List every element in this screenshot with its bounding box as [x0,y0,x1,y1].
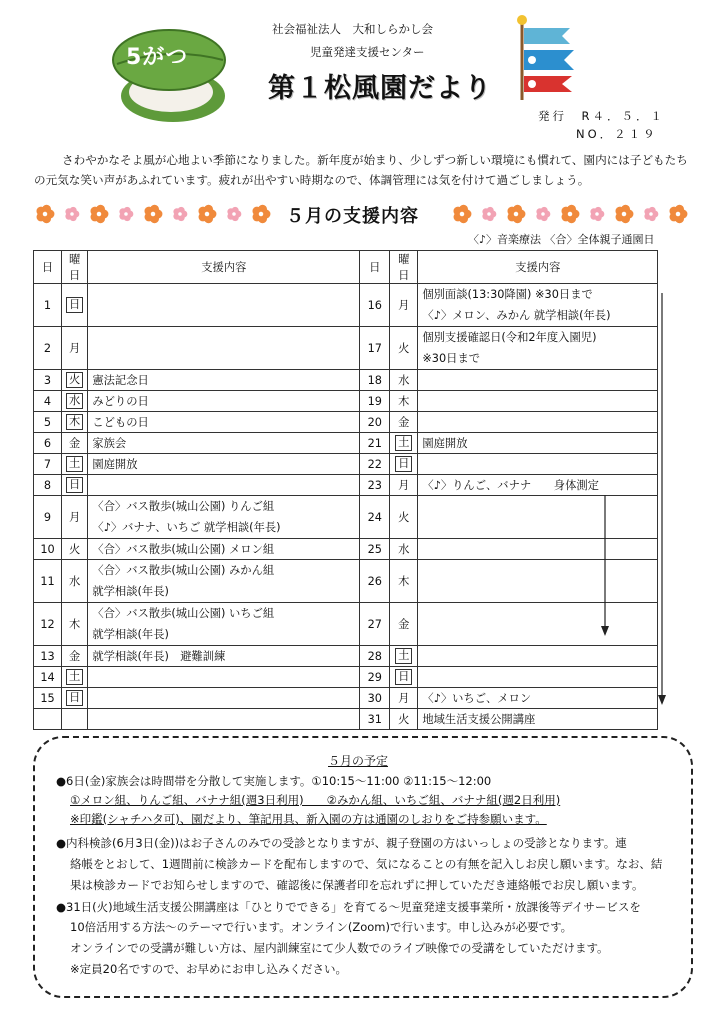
weekday-label: 金 [398,618,410,631]
weekday-label: 木 [66,414,83,430]
content-cell [88,454,360,475]
flower-icon [536,207,550,221]
content-cell [88,709,360,730]
notice-line-10: ※定員20名ですので、お早めにお申し込みください。 [70,962,348,976]
table-row [34,412,658,433]
weekday-label: 日 [66,690,83,706]
weekday-cell [62,391,88,412]
day-cell: 16 [360,284,390,327]
arrow-lines [590,285,680,715]
weekday-label: 月 [69,511,81,524]
flower-decoration-right [450,200,690,228]
content-line: 〈合〉バス散歩(城山公園) メロン組 [92,543,275,556]
table-row [34,603,658,646]
weekday-cell [390,646,418,667]
table-row [34,391,658,412]
table-header-row [34,251,658,284]
table-row [34,539,658,560]
weekday-label: 木 [69,618,81,631]
content-cell [88,603,360,646]
weekday-cell [62,688,88,709]
day-cell: 30 [360,688,390,709]
content-line: 〈♪〉いちご、メロン [422,692,532,705]
day-cell: 13 [34,646,62,667]
day-cell: 23 [360,475,390,496]
weekday-cell [62,475,88,496]
weekday-label: 水 [66,393,83,409]
content-line: 就学相談(年長) [92,628,169,641]
weekday-cell [62,327,88,370]
content-line: 〈合〉バス散歩(城山公園) いちご組 [92,607,275,620]
content-cell [88,646,360,667]
header-weekday: 曜日 [62,251,88,284]
day-cell: 4 [34,391,62,412]
day-cell: 21 [360,433,390,454]
notice-line-2: ①メロン組、りんご組、バナナ組(週3日利用) ②みかん組、いちご組、バナナ組(週2日利用) [70,793,561,807]
day-cell: 17 [360,327,390,370]
weekday-label: 火 [66,372,83,388]
weekday-label: 木 [398,575,410,588]
content-line: みどりの日 [92,395,149,408]
day-cell: 6 [34,433,62,454]
flower-icon [453,205,471,223]
day-cell: 11 [34,560,62,603]
day-cell: 31 [360,709,390,730]
day-cell: 28 [360,646,390,667]
weekday-label: 金 [69,437,81,450]
weekday-cell [390,539,418,560]
table-row [34,454,658,475]
table-row [34,284,658,327]
notice-title: ５月の予定 [328,754,389,768]
weekday-label: 火 [398,713,410,726]
flower-icon [119,207,133,221]
notice-line-6: 果は検診カードでお知らせしますので、確認後に保護者印を忘れずに押していただき連絡帳でお戻し願います。 [70,878,644,892]
weekday-cell [390,475,418,496]
notice-line-7: ●31日(火)地域生活支援公開講座は「ひとりでできる」を育てる～児童発達支援事業所・放課後等デイサービスを [56,900,641,914]
weekday-cell [390,603,418,646]
notice-line-8: 10倍活用する方法～のテーマで行います。オンライン(Zoom)で行います。申し込みが必要です。 [70,920,573,934]
day-cell: 10 [34,539,62,560]
flower-icon [561,205,579,223]
weekday-cell [390,667,418,688]
table-row [34,560,658,603]
content-cell [88,284,360,327]
weekday-label: 水 [398,543,410,556]
table-row [34,370,658,391]
weekday-cell [390,496,418,539]
weekday-label: 月 [398,299,410,312]
section-title: ５月の支援内容 [286,206,419,227]
content-line: 〈合〉バス散歩(城山公園) みかん組 [92,564,275,577]
weekday-cell [62,370,88,391]
content-cell [88,412,360,433]
notice-line-5: 絡帳をとおして、1週間前に検診カードを配布しますので、気になることの有無を記入しお戻し願います。なお、結 [70,857,663,871]
header-day: 日 [34,251,62,284]
weekday-label: 日 [66,297,83,313]
weekday-label: 木 [398,395,410,408]
weekday-cell [390,433,418,454]
notice-line-4: ●内科検診(6月3日(金))はお子さんのみでの受診となりますが、親子登園の方はいっしょの受診となります。連 [56,836,627,850]
center-name: 児童発達支援センター [310,45,425,59]
weekday-cell [62,433,88,454]
organization-name: 社会福祉法人 大和しらかし会 [272,22,433,36]
content-line: 園庭開放 [422,437,468,450]
month-badge-illustration [105,16,235,126]
header-content: 支援内容 [88,251,360,284]
flower-icon [615,205,633,223]
content-line: 個別支援確認日(令和2年度入園児) [422,331,597,344]
content-line: 〈♪〉りんご、バナナ 身体測定 [422,479,599,492]
flower-icon [144,205,162,223]
weekday-label: 土 [395,648,412,664]
weekday-label: 水 [69,575,81,588]
issue-date: 発行 R４．５．１ [538,109,665,123]
notice-line-3: ※印鑑(シャチハタ可)、園だより、筆記用具、新入園の方は通園のしおりをご持参願います。 [70,812,547,826]
flower-icon [36,205,54,223]
weekday-label: 月 [69,342,81,355]
weekday-cell [62,284,88,327]
content-line: 〈合〉バス散歩(城山公園) りんご組 [92,500,275,513]
day-cell: 22 [360,454,390,475]
weekday-cell [62,603,88,646]
month-badge-text: 5がつ [126,45,189,70]
flower-icon [90,205,108,223]
content-line: 園庭開放 [92,458,138,471]
day-cell: 14 [34,667,62,688]
content-line: 憲法記念日 [92,374,149,387]
day-cell [34,709,62,730]
table-row [34,433,658,454]
day-cell: 27 [360,603,390,646]
weekday-cell [62,496,88,539]
day-cell: 3 [34,370,62,391]
content-line: 個別面談(13:30降園) ※30日まで [422,288,593,301]
content-line: 家族会 [92,437,127,450]
day-cell: 2 [34,327,62,370]
day-cell: 25 [360,539,390,560]
table-row [34,688,658,709]
weekday-label: 月 [398,479,410,492]
content-line: 〈♪〉バナナ、いちご 就学相談(年長) [92,521,281,534]
content-line: 地域生活支援公開講座 [422,713,536,726]
weekday-label: 土 [66,669,83,685]
weekday-cell [390,327,418,370]
weekday-cell [390,370,418,391]
weekday-cell [62,454,88,475]
weekday-label: 火 [69,543,81,556]
header-day-2: 日 [360,251,390,284]
weekday-cell [62,560,88,603]
notice-line-9: オンラインでの受講が難しい方は、屋内訓練室にて少人数でのライブ映像での受講をしていただけます。 [70,941,609,955]
header-content-2: 支援内容 [418,251,658,284]
day-cell: 24 [360,496,390,539]
flower-icon [173,207,187,221]
weekday-cell [62,412,88,433]
flower-icon [65,207,79,221]
day-cell: 8 [34,475,62,496]
table-row [34,709,658,730]
weekday-cell [390,454,418,475]
table-row [34,475,658,496]
content-line: ※30日まで [422,352,481,365]
content-cell [88,370,360,391]
legend: 〈♪〉音楽療法 〈合〉全体親子通園日 [468,233,655,246]
flower-icon [482,207,496,221]
day-cell: 20 [360,412,390,433]
weekday-cell [390,412,418,433]
content-cell [88,391,360,412]
weekday-label: 日 [395,669,412,685]
table-row [34,667,658,688]
content-cell [88,496,360,539]
weekday-cell [390,560,418,603]
content-cell [88,539,360,560]
weekday-label: 火 [398,511,410,524]
content-cell [88,667,360,688]
flower-decoration-left [33,200,273,228]
content-cell [88,688,360,709]
day-cell: 1 [34,284,62,327]
weekday-label: 日 [66,477,83,493]
weekday-cell [62,667,88,688]
weekday-label: 土 [395,435,412,451]
day-cell: 12 [34,603,62,646]
header-weekday-2: 曜日 [390,251,418,284]
weekday-cell [62,709,88,730]
weekday-label: 月 [398,692,410,705]
weekday-label: 水 [398,374,410,387]
day-cell: 15 [34,688,62,709]
table-row [34,646,658,667]
day-cell: 5 [34,412,62,433]
content-cell [88,327,360,370]
weekday-label: 金 [398,416,410,429]
flower-icon [227,207,241,221]
koinobori-icon [512,14,578,100]
table-row [34,327,658,370]
weekday-cell [390,688,418,709]
flower-icon [644,207,658,221]
weekday-label: 土 [66,456,83,472]
content-line: 〈♪〉メロン、みかん 就学相談(年長) [422,309,611,322]
content-line: 就学相談(年長) [92,585,169,598]
weekday-cell [390,284,418,327]
flower-icon [590,207,604,221]
flower-icon [669,205,687,223]
day-cell: 7 [34,454,62,475]
newsletter-title: 第１松風園だより [268,73,492,104]
day-cell: 9 [34,496,62,539]
intro-paragraph: さわやかなそよ風が心地よい季節になりました。新年度が始まり、少しずつ新しい環境にも慣れて、園内には子どもたちの元気な笑い声があふれています。疲れが出やすい時期なので、体調管理には気を付けて過ごしましょう。 [34,153,688,187]
content-cell [88,433,360,454]
content-line: 就学相談(年長) 避難訓練 [92,650,226,663]
table-row [34,496,658,539]
day-cell: 19 [360,391,390,412]
content-line: こどもの日 [92,416,149,429]
weekday-cell [62,539,88,560]
flower-icon [252,205,270,223]
weekday-cell [390,391,418,412]
content-cell [88,475,360,496]
flower-icon [198,205,216,223]
weekday-label: 金 [69,650,81,663]
content-cell [88,560,360,603]
flower-icon [507,205,525,223]
schedule-table [33,250,658,730]
issue-number: NO．２１９ [576,127,658,141]
day-cell: 26 [360,560,390,603]
notice-line-1: ●6日(金)家族会は時間帯を分散して実施します。①10:15～11:00 ②11:15～12:00 [56,774,492,788]
weekday-cell [62,646,88,667]
day-cell: 29 [360,667,390,688]
weekday-label: 日 [395,456,412,472]
day-cell: 18 [360,370,390,391]
weekday-cell [390,709,418,730]
weekday-label: 火 [398,342,410,355]
